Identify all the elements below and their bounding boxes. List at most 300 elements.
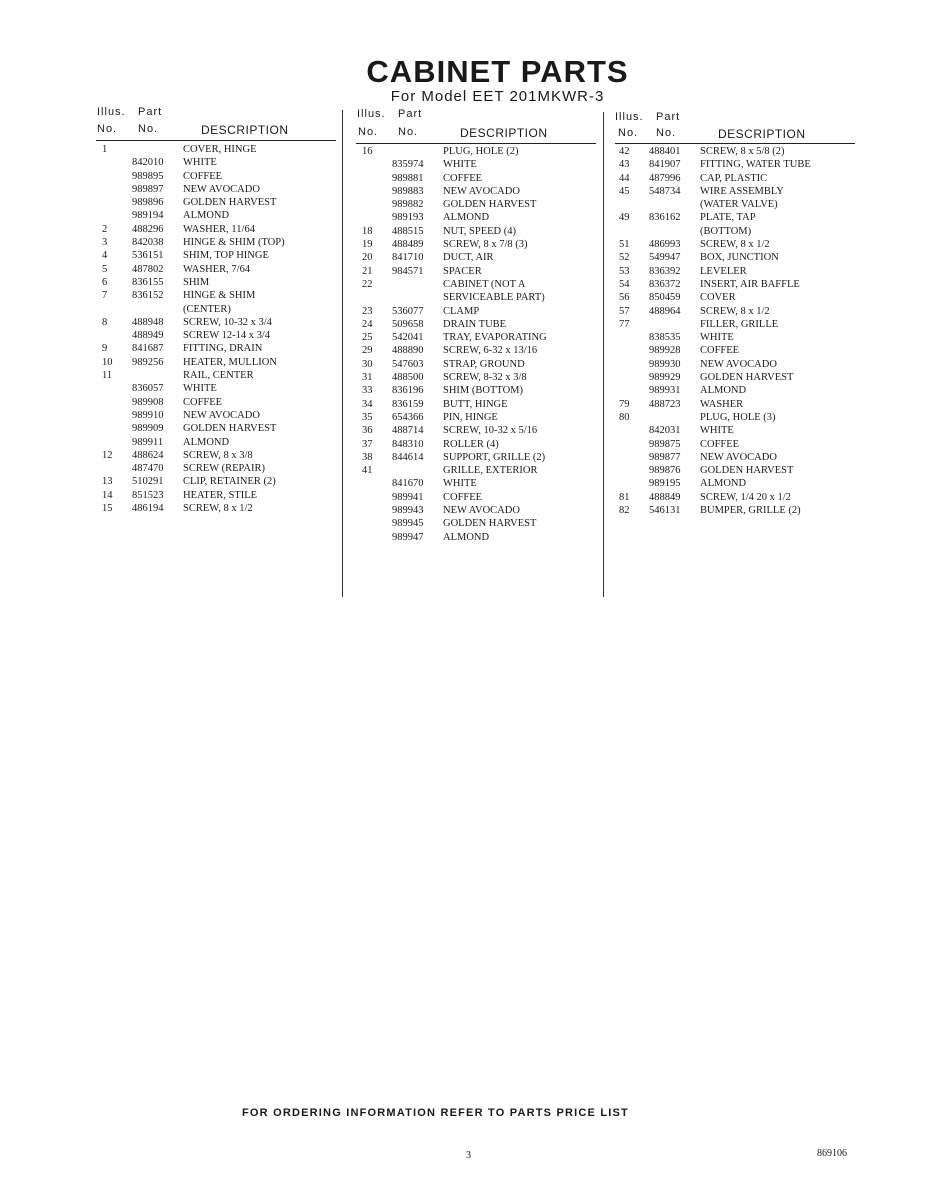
part-row	[360, 398, 595, 411]
part-row	[360, 331, 595, 344]
part-row	[100, 303, 335, 316]
part-row	[100, 436, 335, 449]
header-part: Part	[138, 106, 163, 118]
part-description: HEATER, MULLION	[183, 356, 277, 368]
part-number: 842010	[132, 157, 164, 169]
part-row	[617, 265, 852, 278]
header-part-no: No.	[656, 127, 677, 139]
part-row	[360, 438, 595, 451]
part-row	[617, 158, 852, 171]
part-row	[360, 145, 595, 158]
part-row	[100, 409, 335, 422]
part-description: TRAY, EVAPORATING	[443, 332, 547, 344]
part-description: FILLER, GRILLE	[700, 318, 779, 330]
parts-list	[617, 145, 852, 517]
illus-number: 10	[102, 356, 113, 368]
part-row	[100, 170, 335, 183]
part-row	[100, 316, 335, 329]
parts-list	[100, 143, 335, 515]
part-number: 488515	[392, 225, 424, 237]
illus-number: 21	[362, 265, 373, 277]
ordering-note: FOR ORDERING INFORMATION REFER TO PARTS PRICE LIST	[242, 1107, 629, 1119]
part-row	[360, 251, 595, 264]
part-description: GRILLE, EXTERIOR	[443, 465, 538, 477]
part-row	[617, 477, 852, 490]
illus-number: 20	[362, 252, 373, 264]
illus-number: 1	[102, 144, 108, 155]
part-description: BUTT, HINGE	[443, 398, 508, 410]
part-description: SUPPORT, GRILLE (2)	[443, 451, 546, 463]
header-rule	[615, 143, 855, 144]
part-description: NEW AVOCADO	[700, 451, 777, 463]
part-number: 989194	[132, 210, 164, 222]
part-row	[617, 451, 852, 464]
part-row	[100, 223, 335, 236]
illus-number: 54	[619, 278, 630, 290]
part-row	[360, 278, 595, 291]
part-number: 841670	[392, 478, 424, 490]
part-description: WHITE	[183, 383, 217, 395]
part-description: SERVICEABLE PART)	[443, 292, 545, 304]
part-number: 488948	[132, 316, 164, 328]
part-description: CAP, PLASTIC	[700, 172, 768, 184]
part-number: 547603	[392, 358, 424, 370]
part-row	[617, 211, 852, 224]
part-number: 850459	[649, 292, 681, 304]
part-number: 989928	[649, 345, 681, 357]
part-description: WIRE ASSEMBLY	[700, 185, 784, 197]
part-row	[360, 305, 595, 318]
part-number: 844614	[392, 451, 424, 463]
part-description: COFFEE	[443, 491, 483, 503]
illus-number: 9	[102, 343, 108, 355]
part-row	[100, 236, 335, 249]
illus-number: 15	[102, 503, 113, 515]
part-description: SHIM	[183, 276, 210, 288]
part-description: NEW AVOCADO	[183, 409, 260, 421]
header-description: DESCRIPTION	[201, 123, 289, 137]
part-row	[360, 464, 595, 477]
part-row	[617, 411, 852, 424]
part-row	[100, 156, 335, 169]
part-row	[360, 265, 595, 278]
part-description: GOLDEN HARVEST	[183, 423, 277, 435]
part-row	[100, 449, 335, 462]
part-number: 989931	[649, 385, 681, 397]
illus-number: 38	[362, 451, 373, 463]
part-number: 989195	[649, 478, 681, 490]
part-row	[360, 291, 595, 304]
part-description: SCREW, 8 x 1/2	[700, 239, 770, 251]
part-description: COVER, HINGE	[183, 144, 257, 155]
part-description: ALMOND	[700, 385, 747, 397]
part-number: 488714	[392, 425, 424, 437]
illus-number: 16	[362, 146, 373, 157]
part-description: PIN, HINGE	[443, 411, 498, 423]
part-number: 488964	[649, 305, 681, 317]
part-number: 989897	[132, 183, 164, 195]
part-row	[100, 489, 335, 502]
part-number: 654366	[392, 411, 424, 423]
part-number: 488849	[649, 491, 681, 503]
part-row	[360, 158, 595, 171]
part-row	[100, 289, 335, 302]
part-number: 836057	[132, 383, 164, 395]
part-description: BUMPER, GRILLE (2)	[700, 505, 801, 517]
part-row	[100, 422, 335, 435]
document-number: 869106	[817, 1148, 847, 1159]
part-number: 841710	[392, 252, 424, 264]
part-row	[360, 371, 595, 384]
part-number: 836159	[392, 398, 424, 410]
part-number: 836196	[392, 385, 424, 397]
part-description: ALMOND	[183, 436, 230, 448]
page-number: 3	[466, 1150, 471, 1161]
part-row	[617, 278, 852, 291]
part-row	[617, 491, 852, 504]
part-row	[617, 398, 852, 411]
part-number: 488890	[392, 345, 424, 357]
illus-number: 41	[362, 465, 373, 477]
part-number: 989908	[132, 396, 164, 408]
part-number: 989943	[392, 505, 424, 517]
part-description: ALMOND	[443, 212, 490, 224]
part-number: 536077	[392, 305, 424, 317]
part-row	[617, 344, 852, 357]
part-number: 989883	[392, 185, 424, 197]
illus-number: 36	[362, 425, 373, 437]
part-row	[617, 384, 852, 397]
part-description: (BOTTOM)	[700, 225, 752, 237]
part-description: HINGE & SHIM	[183, 290, 256, 302]
part-number: 989909	[132, 423, 164, 435]
part-number: 488949	[132, 330, 164, 342]
part-row	[360, 185, 595, 198]
part-description: NEW AVOCADO	[443, 185, 520, 197]
header-illus: Illus.	[357, 108, 386, 120]
part-description: SCREW, 10-32 x 5/16	[443, 425, 538, 437]
part-row	[617, 251, 852, 264]
illus-number: 24	[362, 318, 373, 330]
illus-number: 34	[362, 398, 373, 410]
header-part-no: No.	[398, 126, 419, 138]
illus-number: 13	[102, 476, 113, 488]
illus-number: 12	[102, 449, 113, 461]
part-description: ROLLER (4)	[443, 438, 499, 450]
part-number: 548734	[649, 185, 681, 197]
part-row	[100, 263, 335, 276]
illus-number: 37	[362, 438, 373, 450]
illus-number: 22	[362, 278, 373, 290]
header-illus: Illus.	[97, 106, 126, 118]
part-description: RAIL, CENTER	[183, 370, 254, 382]
part-row	[360, 238, 595, 251]
part-row	[100, 475, 335, 488]
part-number: 989929	[649, 372, 681, 384]
illus-number: 82	[619, 505, 630, 517]
part-number: 488500	[392, 372, 424, 384]
part-number: 509658	[392, 318, 424, 330]
part-description: WHITE	[700, 425, 734, 437]
part-row	[617, 424, 852, 437]
part-number: 989881	[392, 172, 424, 184]
part-description: GOLDEN HARVEST	[443, 518, 537, 530]
illus-number: 57	[619, 305, 630, 317]
part-description: COFFEE	[700, 345, 740, 357]
part-number: 836162	[649, 212, 681, 224]
part-number: 546131	[649, 505, 681, 517]
part-row	[360, 517, 595, 530]
part-row	[100, 183, 335, 196]
part-number: 989256	[132, 356, 164, 368]
part-number: 836372	[649, 278, 681, 290]
header-description: DESCRIPTION	[460, 126, 548, 140]
part-row	[360, 531, 595, 544]
header-part: Part	[398, 108, 423, 120]
part-description: SCREW, 1/4 20 x 1/2	[700, 491, 791, 503]
illus-number: 23	[362, 305, 373, 317]
part-row	[100, 502, 335, 515]
part-description: ALMOND	[700, 478, 747, 490]
part-description: NEW AVOCADO	[443, 505, 520, 517]
part-number: 487996	[649, 172, 681, 184]
part-row	[360, 211, 595, 224]
part-row	[617, 318, 852, 331]
part-number: 851523	[132, 489, 164, 501]
part-number: 836155	[132, 276, 164, 288]
part-description: PLATE, TAP	[700, 212, 756, 224]
part-row	[617, 438, 852, 451]
part-description: SCREW, 8 x 1/2	[183, 503, 253, 515]
part-row	[617, 238, 852, 251]
header-part-no: No.	[138, 123, 159, 135]
part-row	[100, 249, 335, 262]
part-row	[617, 145, 852, 158]
part-description: SCREW, 8 x 1/2	[700, 305, 770, 317]
part-number: 542041	[392, 332, 424, 344]
part-row	[100, 396, 335, 409]
part-description: PLUG, HOLE (2)	[443, 146, 519, 157]
part-description: COVER	[700, 292, 736, 304]
part-description: HINGE & SHIM (TOP)	[183, 237, 285, 249]
illus-number: 8	[102, 316, 108, 328]
part-number: 989896	[132, 197, 164, 209]
part-description: NUT, SPEED (4)	[443, 225, 517, 237]
part-number: 488401	[649, 146, 681, 157]
part-number: 536151	[132, 250, 164, 262]
part-number: 486194	[132, 503, 164, 515]
part-number: 487470	[132, 463, 164, 475]
part-row	[100, 196, 335, 209]
part-row	[360, 198, 595, 211]
illus-number: 3	[102, 237, 108, 249]
part-row	[360, 504, 595, 517]
part-number: 989875	[649, 438, 681, 450]
part-description: SCREW, 10-32 x 3/4	[183, 316, 272, 328]
part-row	[100, 143, 335, 156]
part-description: GOLDEN HARVEST	[183, 197, 277, 209]
illus-number: 5	[102, 263, 108, 275]
part-number: 842038	[132, 237, 164, 249]
header-illus-no: No.	[358, 126, 379, 138]
part-number: 487802	[132, 263, 164, 275]
part-number: 838535	[649, 332, 681, 344]
illus-number: 4	[102, 250, 108, 262]
illus-number: 44	[619, 172, 630, 184]
part-number: 841687	[132, 343, 164, 355]
illus-number: 33	[362, 385, 373, 397]
column-divider	[603, 112, 604, 597]
part-description: SCREW, 8 x 3/8	[183, 449, 253, 461]
part-row	[617, 464, 852, 477]
part-number: 989947	[392, 531, 424, 543]
illus-number: 52	[619, 252, 630, 264]
part-row	[100, 369, 335, 382]
illus-number: 77	[619, 318, 630, 330]
part-description: WASHER, 7/64	[183, 263, 251, 275]
part-row	[360, 358, 595, 371]
illus-number: 42	[619, 146, 630, 157]
illus-number: 45	[619, 185, 630, 197]
part-description: FITTING, WATER TUBE	[700, 159, 811, 171]
part-row	[360, 344, 595, 357]
part-number: 835974	[392, 159, 424, 171]
illus-number: 49	[619, 212, 630, 224]
header-illus-no: No.	[618, 127, 639, 139]
part-description: SCREW, 8-32 x 3/8	[443, 372, 527, 384]
column-divider	[342, 110, 343, 597]
part-description: WASHER	[700, 398, 744, 410]
part-number: 848310	[392, 438, 424, 450]
part-number: 989930	[649, 358, 681, 370]
part-number: 989911	[132, 436, 164, 448]
part-number: 549947	[649, 252, 681, 264]
part-number: 989193	[392, 212, 424, 224]
part-row	[100, 342, 335, 355]
part-description: CLAMP	[443, 305, 480, 317]
illus-number: 11	[102, 370, 113, 382]
part-description: COFFEE	[183, 396, 223, 408]
part-description: GOLDEN HARVEST	[700, 372, 794, 384]
part-description: WHITE	[183, 157, 217, 169]
illus-number: 31	[362, 372, 373, 384]
part-row	[100, 462, 335, 475]
part-row	[360, 451, 595, 464]
part-number: 989876	[649, 465, 681, 477]
part-row	[617, 185, 852, 198]
header-description: DESCRIPTION	[718, 127, 806, 141]
part-row	[360, 477, 595, 490]
part-description: SCREW (REPAIR)	[183, 463, 265, 475]
part-row	[617, 371, 852, 384]
part-number: 989910	[132, 409, 164, 421]
part-row	[360, 384, 595, 397]
part-description: DRAIN TUBE	[443, 318, 507, 330]
part-number: 488624	[132, 449, 164, 461]
part-number: 488723	[649, 398, 681, 410]
part-row	[100, 209, 335, 222]
part-description: ALMOND	[443, 531, 490, 543]
illus-number: 29	[362, 345, 373, 357]
part-row	[360, 411, 595, 424]
part-number: 989895	[132, 170, 164, 182]
part-description: (WATER VALVE)	[700, 199, 778, 211]
header-part: Part	[656, 111, 681, 123]
part-description: SCREW, 8 x 5/8 (2)	[700, 146, 785, 157]
parts-list	[360, 145, 595, 544]
part-number: 989941	[392, 491, 424, 503]
illus-number: 43	[619, 159, 630, 171]
part-description: STRAP, GROUND	[443, 358, 525, 370]
part-description: INSERT, AIR BAFFLE	[700, 278, 800, 290]
part-description: GOLDEN HARVEST	[443, 199, 537, 211]
illus-number: 2	[102, 223, 108, 235]
illus-number: 80	[619, 411, 630, 423]
part-row	[100, 276, 335, 289]
part-number: 842031	[649, 425, 681, 437]
part-description: CLIP, RETAINER (2)	[183, 476, 276, 488]
part-row	[617, 305, 852, 318]
illus-number: 7	[102, 290, 108, 302]
part-row	[360, 318, 595, 331]
illus-number: 53	[619, 265, 630, 277]
part-description: NEW AVOCADO	[700, 358, 777, 370]
part-number: 488489	[392, 239, 424, 251]
part-row	[617, 358, 852, 371]
part-description: LEVELER	[700, 265, 747, 277]
part-number: 984571	[392, 265, 424, 277]
part-row	[617, 225, 852, 238]
part-description: GOLDEN HARVEST	[700, 465, 794, 477]
part-description: COFFEE	[443, 172, 483, 184]
header-illus: Illus.	[615, 111, 644, 123]
part-row	[617, 172, 852, 185]
part-description: SCREW 12-14 x 3/4	[183, 330, 271, 342]
illus-number: 56	[619, 292, 630, 304]
illus-number: 6	[102, 276, 108, 288]
header-rule	[356, 143, 596, 144]
illus-number: 18	[362, 225, 373, 237]
part-description: FITTING, DRAIN	[183, 343, 263, 355]
part-row	[360, 424, 595, 437]
part-row	[100, 329, 335, 342]
illus-number: 35	[362, 411, 373, 423]
part-row	[617, 504, 852, 517]
header-rule	[96, 140, 336, 141]
part-description: WASHER, 11/64	[183, 223, 255, 235]
illus-number: 30	[362, 358, 373, 370]
part-description: ALMOND	[183, 210, 230, 222]
part-row	[617, 291, 852, 304]
illus-number: 19	[362, 239, 373, 251]
part-row	[360, 225, 595, 238]
part-description: WHITE	[700, 332, 734, 344]
part-description: PLUG, HOLE (3)	[700, 411, 776, 423]
part-description: SCREW, 8 x 7/8 (3)	[443, 239, 528, 251]
part-number: 841907	[649, 159, 681, 171]
part-number: 488296	[132, 223, 164, 235]
part-description: WHITE	[443, 159, 477, 171]
illus-number: 79	[619, 398, 630, 410]
part-number: 510291	[132, 476, 164, 488]
part-description: NEW AVOCADO	[183, 183, 260, 195]
part-description: SHIM (BOTTOM)	[443, 385, 524, 397]
illus-number: 25	[362, 332, 373, 344]
part-description: HEATER, STILE	[183, 489, 258, 501]
part-row	[360, 172, 595, 185]
illus-number: 51	[619, 239, 630, 251]
part-description: SPACER	[443, 265, 482, 277]
